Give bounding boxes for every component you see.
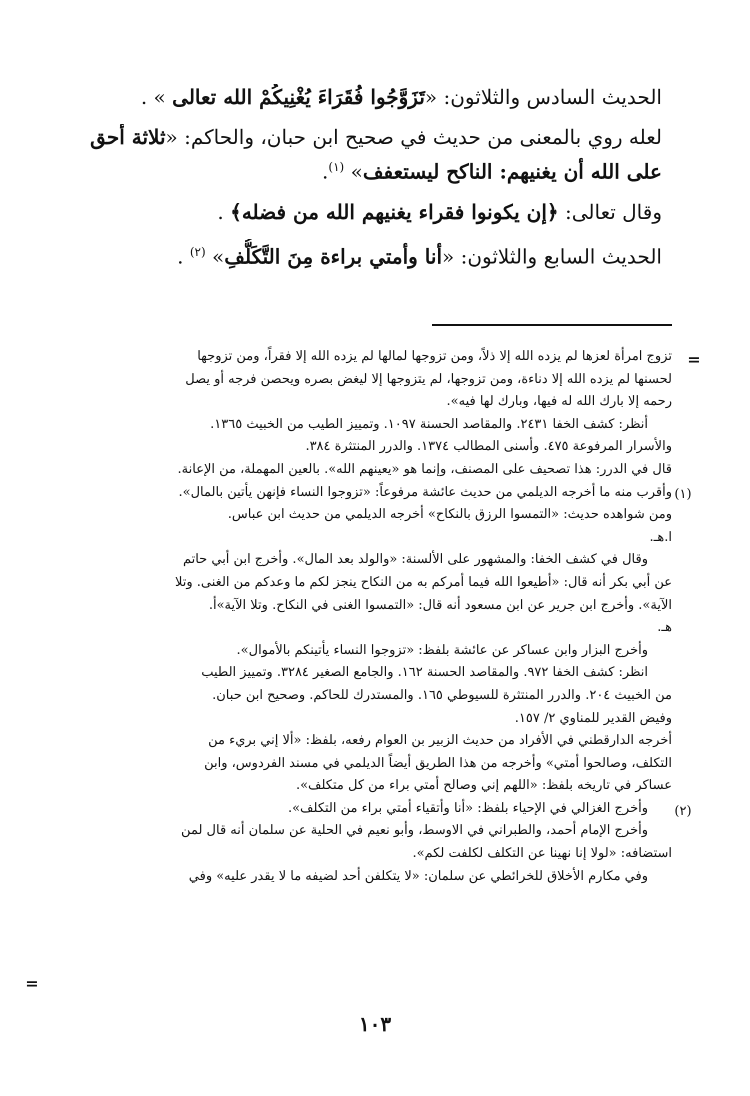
hadith-36-line xyxy=(50,84,662,110)
footnote-line: التكلف، وصالحوا أمتي» وأخرجه من هذا الطريق أيضاً الديلمي في مسند الفردوس، وابن xyxy=(204,755,672,771)
hadith-37-text: أنا وأمتي براءة مِنَ التَّكَلُّفِ xyxy=(224,244,443,269)
footnote-line: وأخرج الإمام أحمد، والطبراني في الاوسط، وأبو نعيم في الحلية عن سلمان أنه قال لمن xyxy=(181,823,648,839)
footnote-line: أنظر: كشف الخفا ٢٤٣١. والمقاصد الحسنة ١٠٩٧. وتمييز الطيب من الخبيث ١٣٦٥. xyxy=(210,416,648,432)
hadith-37-intro: الحديث السابع والثلاثون: « xyxy=(442,244,662,269)
footnote-line: رحمه إلا بارك الله له فيها، وبارك لها فيه». xyxy=(446,394,672,410)
hadith-37-line xyxy=(50,239,662,270)
commentary-line-2 xyxy=(50,154,662,185)
footnote-ref-1: (١) xyxy=(328,160,345,174)
footnote-line: من الخبيث ٢٠٤. والدرر المنتثرة للسيوطي ١٦٥. والمستدرك للحاكم. وصحيح ابن حبان. xyxy=(212,687,672,703)
footnotes xyxy=(60,346,672,888)
commentary-text: لعله روي بالمعنى من حديث في صحيح ابن حبان، والحاكم: « xyxy=(165,125,662,149)
footnote-line: وأخرج البزار وابن عساكر عن عائشة بلفظ: «تزوجوا النساء يأتينكم بالأموال». xyxy=(236,642,648,658)
hadith-37-close: » xyxy=(212,244,225,269)
footnote-number-2: (٢) xyxy=(674,804,692,819)
commentary-line-1 xyxy=(50,124,662,150)
footnote-divider xyxy=(432,324,672,326)
verse-period: . xyxy=(217,199,224,224)
footnote-line: انظر: كشف الخفا ٩٧٢. والمقاصد الحسنة ١٦٢. والجامع الصغير ٣٢٨٤. وتمييز الطيب xyxy=(201,665,648,681)
page-number: ١٠٣ xyxy=(358,1012,392,1036)
hadith-36-close: » . xyxy=(140,85,166,109)
footnote-line: وفي مكارم الأخلاق للخرائطي عن سلمان: «لا يتكلفن أحد لضيفه ما لا يقدر عليه» وفي xyxy=(188,868,648,884)
footnote-line: وأخرج الغزالي في الإحياء بلفظ: «أنا وأتقياء أمتي براء من التكلف». xyxy=(287,800,648,816)
quran-verse: ﴿إن يكونوا فقراء يغنيهم الله من فضله﴾ xyxy=(230,199,559,224)
continuation-mark-top: = xyxy=(687,350,701,369)
footnote-line: والأسرار المرفوعة ٤٧٥. وأسنى المطالب ١٣٧٤. والدرر المنتثرة ٣٨٤. xyxy=(305,439,672,455)
footnote-ref-2: (٢) xyxy=(189,244,206,259)
footnote-number-1: (١) xyxy=(674,487,692,502)
footnote-line: لحسنها لم يزده الله إلا دناءة، ومن تزوجها، لم يتزوجها إلا ليغض بصره ويحصن فرجه أو يصل xyxy=(185,371,672,387)
commentary-quote-close: » xyxy=(350,159,363,184)
footnote-line: عن أبي بكر أنه قال: «أطيعوا الله فيما أمركم به من النكاح ينجز لكم ما وعدكم من الغنى. وتلا xyxy=(175,574,672,590)
hadith-36-intro: الحديث السادس والثلاثون: « xyxy=(424,85,662,109)
commentary-quote-end: على الله أن يغنيهم: الناكح ليستعفف xyxy=(362,159,662,184)
footnote-line: الآية». وأخرج ابن جرير عن ابن مسعود أنه قال: «التمسوا الغنى في النكاح. وتلا الآية»أ. xyxy=(208,597,672,613)
footnote-line: وقال في كشف الخفا: والمشهور على الألسنة: «والولد بعد المال». وأخرج ابن أبي حاتم xyxy=(182,552,648,568)
footnote-line: أخرجه الدارقطني في الأفراد من حديث الزبير بن العوام رفعه، بلفظ: «ألا إني بريء من xyxy=(208,733,672,749)
footnote-line: ومن شواهده حديث: «التمسوا الرزق بالنكاح» أخرجه الديلمي من حديث ابن عباس. xyxy=(227,507,672,523)
hadith-37-period: . xyxy=(177,244,184,269)
footnote-line: وأقرب منه ما أخرجه الديلمي من حديث عائشة مرفوعاً: «تزوجوا النساء فإنهن يأتين بالمال». xyxy=(178,484,672,500)
footnote-line: عساكر في تاريخه بلفظ: «اللهم إني وصالح أمتي براء من كل متكلف». xyxy=(295,778,672,794)
continuation-mark-bottom: = xyxy=(25,974,39,993)
main-text xyxy=(50,84,662,269)
footnote-line: استضافه: «لولا إنا نهينا عن التكلف لكلفت لكم». xyxy=(412,846,672,862)
verse-intro: وقال تعالى: xyxy=(564,199,662,224)
quran-verse-line xyxy=(50,199,662,225)
footnote-line: تزوج امرأة لعزها لم يزده الله إلا ذلاً، ومن تزوجها لمالها لم يزده الله إلا فقراً، ومن تزوجها xyxy=(197,349,672,364)
footnote-line: هـ. xyxy=(657,620,672,636)
footnote-line: قال في الدرر: هذا تصحيف على المصنف، وإنما هو «يعينهم الله». بالعين المهملة، من الإعانة. xyxy=(177,461,672,477)
hadith-36-text: تَزَوَّجُوا فُقَرَاءَ يُغْنِيكُمْ الله تعالى xyxy=(172,85,425,109)
commentary-period: . xyxy=(322,159,329,184)
commentary-quote-start: ثلاثة أحق xyxy=(90,125,166,149)
footnote-line: ا.هـ. xyxy=(649,529,672,545)
footnote-line: وفيض القدير للمناوي ٢/ ١٥٧. xyxy=(514,710,672,726)
